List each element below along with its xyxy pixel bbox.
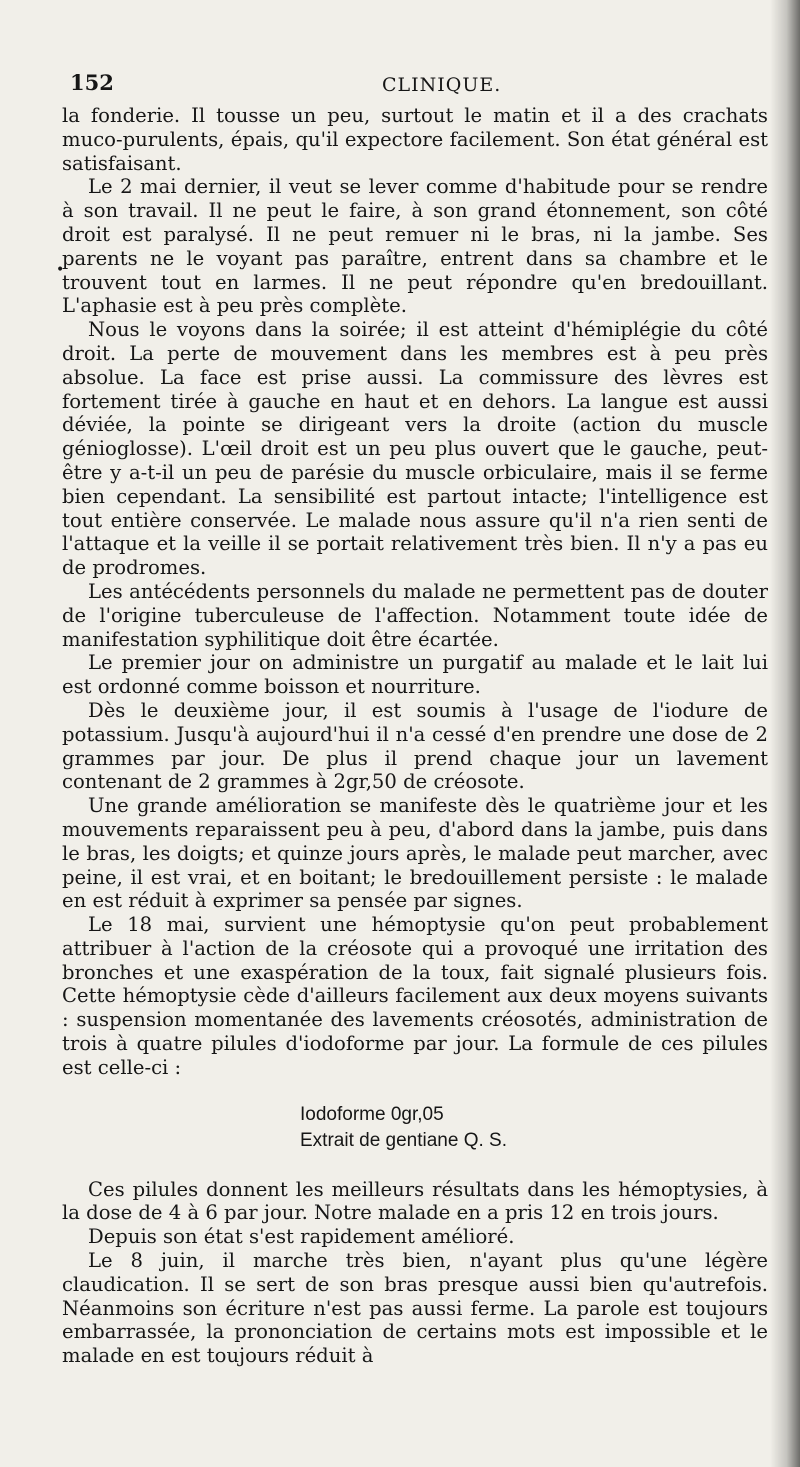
paragraph: Le 18 mai, survient une hémoptysie qu'on peut probablement attribuer à l'action de la créosote qui a provoqué une irritation des bronches et une exaspération de la toux, fait signalé plusieurs fois. Cette hémoptysie cède d'ailleurs facilement aux deux moyens suivants : suspension momentanée des lavements créosotés, administration de trois à quatre pilules d'iodoforme par jour. La formule de ces pilules est celle-ci : bbox=[62, 913, 768, 1079]
paragraph: Dès le deuxième jour, il est soumis à l'usage de l'iodure de potassium. Jusqu'à aujourd'hui il n'a cessé d'en prendre une dose de 2 grammes par jour. De plus il prend chaque jour un lavement contenant de 2 grammes à 2gr,50 de créosote. bbox=[62, 698, 768, 794]
paragraph: Les antécédents personnels du malade ne permettent pas de douter de l'origine tuberculeuse de l'affection. Notamment toute idée de manifestation syphilitique doit être écartée. bbox=[62, 579, 768, 651]
page-number: 152 bbox=[70, 70, 114, 95]
paragraph: Le premier jour on administre un purgatif au malade et le lait lui est ordonné comme boisson et nourriture. bbox=[62, 651, 768, 699]
paragraph: Le 8 juin, il marche très bien, n'ayant plus qu'une légère claudication. Il se sert de son bras presque aussi bien qu'autrefois. Néanmoins son écriture n'est pas aussi ferme. La parole est toujours embarrassée, la prononciation de certains mots est impossible et le malade en est toujours réduit à bbox=[62, 1249, 768, 1368]
prescription-formula bbox=[62, 1102, 768, 1154]
paragraph-continued: la fonderie. Il tousse un peu, surtout le matin et il a des crachats muco-purulents, épais, qu'il expectore facilement. Son état général est satisfaisant. bbox=[62, 104, 768, 175]
paragraph: Le 2 mai dernier, il veut se lever comme d'habitude pour se rendre à son travail. Il ne peut le faire, à son grand étonnement, son côté droit est paralysé. Il ne peut remuer ni le bras, ni la jambe. Ses parents ne le voyant pas paraître, entrent dans sa chambre et le trouvent tout en larmes. Il ne peut répondre qu'en bredouillant. L'aphasie est à peu près complète. bbox=[62, 175, 768, 318]
paragraph: Ces pilules donnent les meilleurs résultats dans les hémoptysies, à la dose de 4 à 6 par jour. Notre malade en a pris 12 en trois jours. bbox=[62, 1177, 768, 1225]
running-head: CLINIQUE. bbox=[382, 74, 502, 96]
body-text bbox=[62, 104, 768, 1368]
page-spine-shadow bbox=[770, 0, 800, 1467]
formula-line-iodoforme: Iodoforme 0gr,05 bbox=[300, 1103, 444, 1125]
paragraph: Nous le voyons dans la soirée; il est atteint d'hémiplégie du côté droit. La perte de mouvement dans les membres est à peu près absolue. La face est prise aussi. La commissure des lèvres est fortement tirée à gauche en haut et en dehors. La langue est aussi déviée, la pointe se dirigeant vers la droite (action du muscle génioglosse). L'œil droit est un peu plus ouvert que le gauche, peut-être y a-t-il un peu de parésie du muscle orbiculaire, mais il se ferme bien cependant. La sensibilité est partout intacte; l'intelligence est tout entière conservée. Le malade nous assure qu'il n'a rien senti de l'attaque et la veille il se portait relativement très bien. Il n'y a pas eu de prodromes. bbox=[62, 318, 768, 580]
page-header bbox=[70, 70, 770, 104]
paragraph: Depuis son état s'est rapidement amélioré. bbox=[88, 1225, 515, 1249]
paragraph: Une grande amélioration se manifeste dès le quatrième jour et les mouvements reparaissent peu à peu, d'abord dans la jambe, puis dans le bras, les doigts; et quinze jours après, le malade peut marcher, avec peine, il est vrai, et en boitant; le bredouillement persiste : le malade en est réduit à exprimer sa pensée par signes. bbox=[62, 794, 768, 913]
margin-dot: • bbox=[56, 262, 65, 278]
formula-line-gentiane: Extrait de gentiane Q. S. bbox=[300, 1129, 508, 1151]
